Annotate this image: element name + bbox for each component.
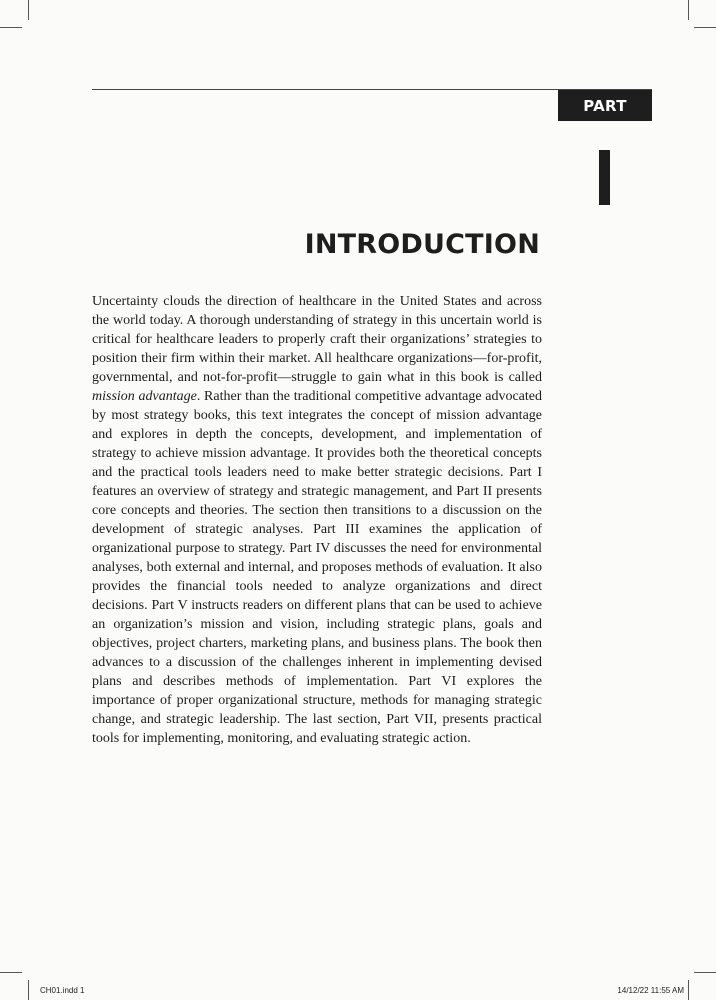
crop-mark-bottom-right [688, 980, 689, 1000]
crop-mark-top-right-h [694, 27, 716, 28]
part-number-numeral [599, 150, 610, 205]
crop-mark-top-left [28, 0, 29, 20]
chapter-title: INTRODUCTION [304, 229, 540, 260]
crop-mark-top-right [688, 0, 689, 20]
part-label-box [558, 90, 652, 121]
body-italic-term: mission advantage [92, 389, 197, 404]
crop-mark-top-left-h [0, 27, 22, 28]
body-text-end: . Rather than the traditional competitive advantage advocated by most strategy books, this text integrates the concept of mission advantage and explores in depth the concepts, development, and implementation of strategy to achieve mission advantage. It provides both the theoretical concepts and the practical tools leaders need to make better strategic decisions. Part I features an overview of strategy and strategic management, and Part II presents core concepts and theories. The section then transitions to a discussion on the development of strategic analyses. Part III examines the application of organizational purpose to strategy. Part IV discusses the need for environmental analyses, both external and internal, and proposes methods of evaluation. It also provides the financial tools needed to analyze organizations and direct decisions. Part V instructs readers on different plans that can be used to achieve an organization’s mission and vision, including strategic plans, goals and objectives, project charters, marketing plans, and business plans. The book then advances to a discussion of the challenges inherent in implementing devised plans and describes methods of implementation. Part VI explores the importance of proper organizational structure, methods for managing strategic change, and strategic leadership. The last section, Part VII, presents practical tools for implementing, monitoring, and evaluating strategic action. [92, 389, 542, 746]
body-paragraph [92, 292, 542, 748]
crop-mark-bottom-right-h [694, 972, 716, 973]
body-text-start: Uncertainty clouds the direction of healthcare in the United States and across the world today. A thorough understanding of strategy in this uncertain world is critical for healthcare leaders to properly craft their organizations’ strategies to position their firm within their market. All healthcare organizations—for-profit, governmental, and not-for-profit—struggle to gain what in this book is called [92, 294, 542, 385]
part-label: PART [583, 96, 627, 115]
slug-date-info: 14/12/22 11:55 AM [617, 986, 684, 995]
slug-file-info: CH01.indd 1 [40, 986, 85, 995]
crop-mark-bottom-left-h [0, 972, 22, 973]
crop-mark-bottom-left [28, 980, 29, 1000]
